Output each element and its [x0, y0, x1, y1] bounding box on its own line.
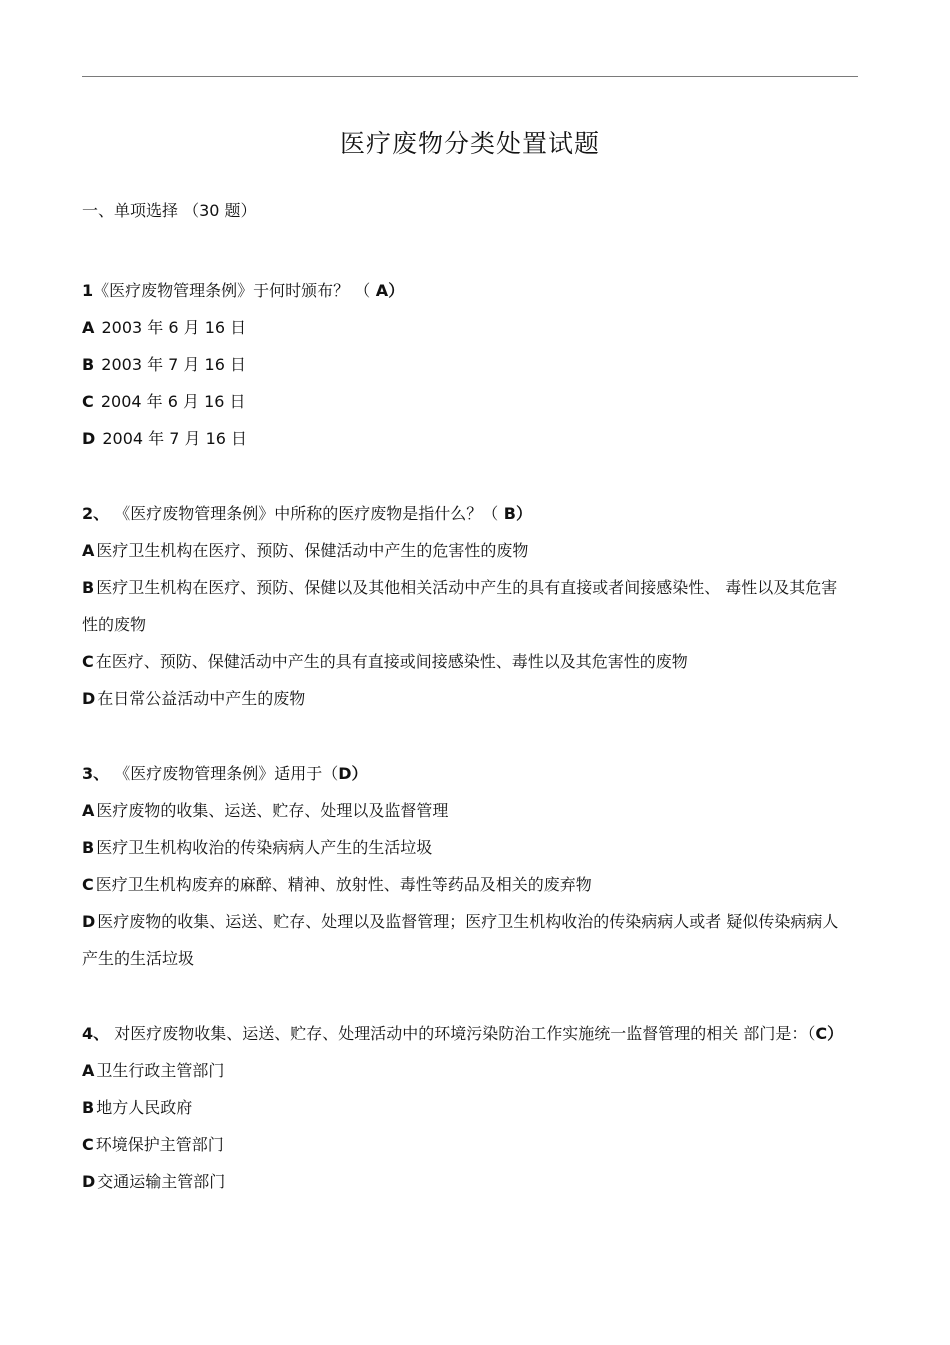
question-4: [82, 1015, 850, 1200]
option-letter: A: [82, 541, 95, 560]
option-text: 医疗卫生机构在医疗、预防、保健活动中产生的危害性的废物: [96, 541, 529, 560]
option-letter: C: [82, 392, 94, 411]
question-number: 4、: [82, 1024, 110, 1043]
question-text: 《医疗废物管理条例》中所称的医疗废物是指什么？（: [109, 504, 499, 523]
option-d: [82, 680, 850, 717]
option-c: [82, 383, 850, 420]
option-text: 医疗卫生机构收治的传染病病人产生的生活垃圾: [96, 838, 433, 857]
option-letter: A: [82, 1061, 95, 1080]
option-letter: C: [82, 1135, 94, 1154]
question-stem: [82, 272, 850, 309]
question-stem: [82, 755, 850, 792]
question-text: 《医疗废物管理条例》于何时颁布？ （: [93, 281, 371, 300]
option-letter: D: [82, 912, 96, 931]
option-b: [82, 569, 850, 643]
option-text: 医疗废物的收集、运送、贮存、处理以及监督管理: [96, 801, 449, 820]
option-a: [82, 532, 850, 569]
question-stem: [82, 1015, 850, 1052]
option-c: [82, 643, 850, 680]
question-number: 1: [82, 281, 94, 300]
option-b: [82, 829, 850, 866]
option-text: 医疗废物的收集、运送、贮存、处理以及监督管理；医疗卫生机构收治的传染病病人或者 疑似传染病病人产生的生活垃圾: [82, 912, 839, 968]
question-1: [82, 272, 850, 457]
option-a: [82, 1052, 850, 1089]
question-stem: [82, 495, 850, 532]
question-answer: D）: [338, 764, 368, 783]
option-text: 2004 年 6 月 16 日: [95, 392, 246, 411]
option-d: [82, 903, 850, 977]
option-a: [82, 309, 850, 346]
option-letter: B: [82, 1098, 95, 1117]
option-letter: B: [82, 355, 95, 374]
option-letter: C: [82, 875, 94, 894]
question-answer: A）: [370, 281, 405, 300]
option-d: [82, 420, 850, 457]
option-d: [82, 1163, 850, 1200]
option-c: [82, 866, 850, 903]
question-answer: B）: [498, 504, 533, 523]
option-letter: D: [82, 429, 96, 448]
option-letter: B: [82, 838, 95, 857]
exam-content: [82, 198, 850, 1238]
option-letter: A: [82, 318, 95, 337]
option-text: 在日常公益活动中产生的废物: [97, 689, 306, 708]
option-text: 2003 年 7 月 16 日: [96, 355, 246, 374]
question-number: 2、: [82, 504, 110, 523]
option-letter: D: [82, 689, 96, 708]
option-c: [82, 1126, 850, 1163]
question-2: [82, 495, 850, 717]
option-text: 2003 年 6 月 16 日: [96, 318, 247, 337]
option-text: 环境保护主管部门: [95, 1135, 224, 1154]
option-b: [82, 346, 850, 383]
page-title: 医疗废物分类处置试题: [339, 129, 600, 158]
option-text: 卫生行政主管部门: [96, 1061, 225, 1080]
option-text: 2004 年 7 月 16 日: [97, 429, 248, 448]
option-letter: D: [82, 1172, 96, 1191]
option-letter: C: [82, 652, 94, 671]
option-text: 地方人民政府: [96, 1098, 193, 1117]
question-text: 对医疗废物收集、运送、贮存、处理活动中的环境污染防治工作实施统一监督管理的相关 部门是：（: [109, 1024, 816, 1043]
question-number: 3、: [82, 764, 110, 783]
option-text: 医疗卫生机构在医疗、预防、保健以及其他相关活动中产生的具有直接或者间接感染性、 毒性以及其危害性的废物: [82, 578, 838, 634]
option-letter: B: [82, 578, 95, 597]
option-text: 交通运输主管部门: [97, 1172, 226, 1191]
option-b: [82, 1089, 850, 1126]
option-text: 医疗卫生机构废弃的麻醉、精神、放射性、毒性等药品及相关的废弃物: [95, 875, 592, 894]
question-text: 《医疗废物管理条例》适用于（: [109, 764, 339, 783]
question-answer: C）: [815, 1024, 844, 1043]
option-text: 在医疗、预防、保健活动中产生的具有直接或间接感染性、毒性以及其危害性的废物: [95, 652, 688, 671]
option-letter: A: [82, 801, 95, 820]
section-heading: 一、单项选择 （30 题）: [82, 201, 257, 220]
question-3: [82, 755, 850, 977]
header-rule: [82, 76, 858, 77]
option-a: [82, 792, 850, 829]
